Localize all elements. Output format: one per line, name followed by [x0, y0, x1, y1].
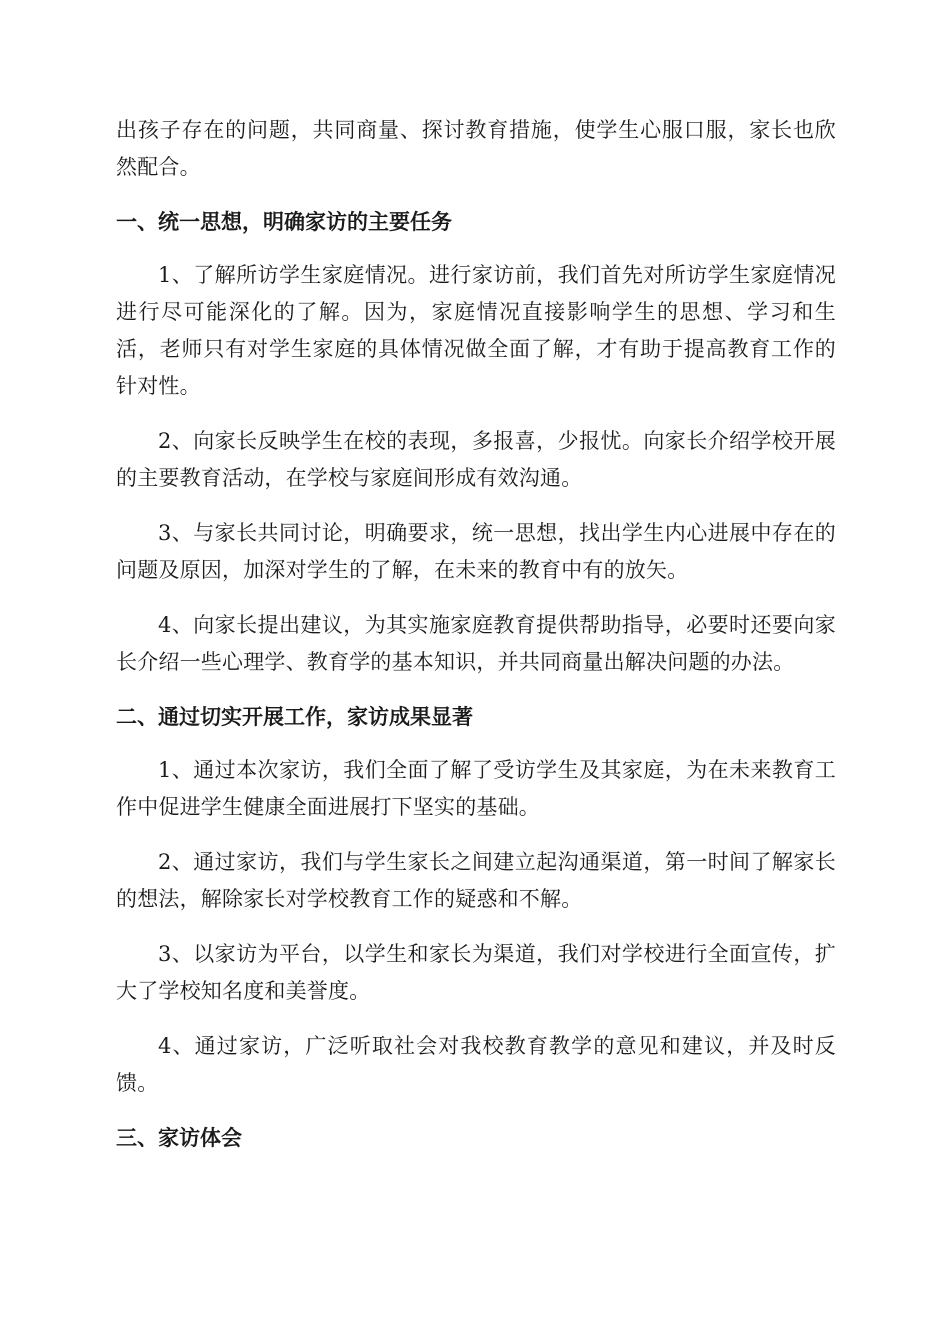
section-2-heading: 二、通过切实开展工作，家访成果显著: [116, 705, 473, 729]
section-1-item-1: 1、了解所访学生家庭情况。进行家访前，我们首先对所访学生家庭情况进行尽可能深化的了解。因为，家庭情况直接影响学生的思想、学习和生活，老师只有对学生家庭的具体情况做全面了解，才有助于提高教育工作的针对性。: [116, 263, 836, 398]
section-2-item-3: 3、以家访为平台，以学生和家长为渠道，我们对学校进行全面宣传，扩大了学校知名度和美誉度。: [116, 942, 836, 1003]
section-1-item-2: 2、向家长反映学生在校的表现，多报喜，少报忧。向家长介绍学校开展的主要教育活动，在学校与家庭间形成有效沟通。: [116, 429, 836, 490]
section-2-item-1: 1、通过本次家访，我们全面了解了受访学生及其家庭，为在未来教育工作中促进学生健康全面进展打下坚实的基础。: [116, 758, 836, 819]
section-2-item-2: 2、通过家访，我们与学生家长之间建立起沟通渠道，第一时间了解家长的想法，解除家长对学校教育工作的疑惑和不解。: [116, 850, 836, 911]
section-1-item-4: 4、向家长提出建议，为其实施家庭教育提供帮助指导，必要时还要向家长介绍一些心理学、教育学的基本知识，并共同商量出解决问题的办法。: [116, 613, 836, 674]
section-3-heading: 三、家访体会: [116, 1126, 242, 1150]
section-2-item-4: 4、通过家访，广泛听取社会对我校教育教学的意见和建议，并及时反馈。: [116, 1034, 836, 1095]
document-page: [116, 112, 836, 1157]
section-1-item-3: 3、与家长共同讨论，明确要求，统一思想，找出学生内心进展中存在的问题及原因，加深对学生的了解，在未来的教育中有的放矢。: [116, 521, 836, 582]
intro-paragraph: 出孩子存在的问题，共同商量、探讨教育措施，使学生心服口服，家长也欣然配合。: [116, 118, 836, 179]
section-1-heading: 一、统一思想，明确家访的主要任务: [116, 210, 452, 234]
